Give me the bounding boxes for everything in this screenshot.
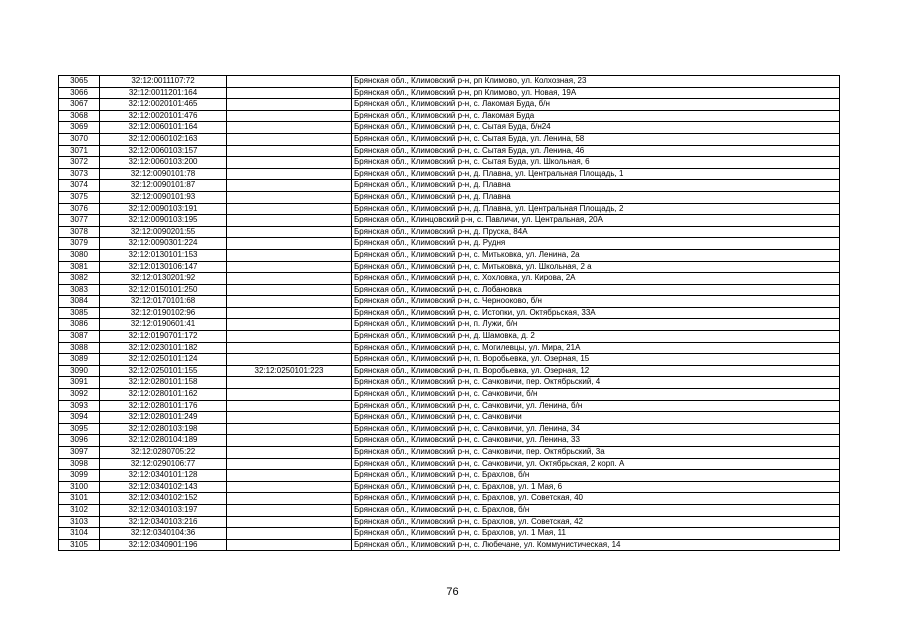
row-number-cell: 3084: [59, 296, 100, 308]
table-row: [59, 168, 840, 180]
address-cell: Брянская обл., Климовский р-н, п. Лужи, б/н: [352, 319, 840, 331]
cadastral-number-cell: 32:12:0060101:164: [100, 122, 227, 134]
address-cell: Брянская обл., Климовский р-н, с. Сачковичи, ул. Октябрьская, 2 корп. А: [352, 458, 840, 470]
row-number-cell: 3076: [59, 203, 100, 215]
row-number-cell: 3070: [59, 133, 100, 145]
address-cell: Брянская обл., Климовский р-н, д. Плавна, ул. Центральная Площадь, 1: [352, 168, 840, 180]
table-row: [59, 215, 840, 227]
table-row: [59, 122, 840, 134]
secondary-cadastral-cell: [227, 203, 352, 215]
row-number-cell: 3101: [59, 493, 100, 505]
row-number-cell: 3090: [59, 365, 100, 377]
table-row: [59, 481, 840, 493]
address-cell: Брянская обл., Климовский р-н, с. Сытая Буда, ул. Школьная, 6: [352, 157, 840, 169]
address-cell: Брянская обл., Климовский р-н, рп Климово, ул. Колхозная, 23: [352, 76, 840, 88]
address-cell: Брянская обл., Климовский р-н, с. Истопки, ул. Октябрьская, 33А: [352, 307, 840, 319]
table-row: [59, 296, 840, 308]
table-row: [59, 226, 840, 238]
row-number-cell: 3087: [59, 331, 100, 343]
cadastral-number-cell: 32:12:0090103:191: [100, 203, 227, 215]
secondary-cadastral-cell: [227, 389, 352, 401]
row-number-cell: 3071: [59, 145, 100, 157]
table-row: [59, 191, 840, 203]
row-number-cell: 3083: [59, 284, 100, 296]
cadastral-number-cell: 32:12:0130101:153: [100, 249, 227, 261]
row-number-cell: 3086: [59, 319, 100, 331]
cadastral-number-cell: 32:12:0280705:22: [100, 447, 227, 459]
row-number-cell: 3073: [59, 168, 100, 180]
cadastral-number-cell: 32:12:0190701:172: [100, 331, 227, 343]
secondary-cadastral-cell: [227, 447, 352, 459]
table-row: [59, 133, 840, 145]
table-row: [59, 528, 840, 540]
address-cell: Брянская обл., Климовский р-н, п. Воробьевка, ул. Озерная, 15: [352, 354, 840, 366]
cadastral-number-cell: 32:12:0190102:96: [100, 307, 227, 319]
table-row: [59, 342, 840, 354]
table-row: [59, 389, 840, 401]
cadastral-number-cell: 32:12:0280101:249: [100, 412, 227, 424]
address-cell: Брянская обл., Климовский р-н, д. Рудня: [352, 238, 840, 250]
table-row: [59, 76, 840, 88]
address-cell: Брянская обл., Климовский р-н, с. Любечане, ул. Коммунистическая, 14: [352, 539, 840, 551]
secondary-cadastral-cell: [227, 377, 352, 389]
table-row: [59, 319, 840, 331]
secondary-cadastral-cell: [227, 226, 352, 238]
cadastral-number-cell: 32:12:0130106:147: [100, 261, 227, 273]
row-number-cell: 3078: [59, 226, 100, 238]
table-row: [59, 493, 840, 505]
secondary-cadastral-cell: [227, 493, 352, 505]
table-row: [59, 516, 840, 528]
cadastral-number-cell: 32:12:0090101:93: [100, 191, 227, 203]
row-number-cell: 3096: [59, 435, 100, 447]
table-row: [59, 365, 840, 377]
table-row: [59, 412, 840, 424]
table-row: [59, 87, 840, 99]
secondary-cadastral-cell: [227, 481, 352, 493]
secondary-cadastral-cell: [227, 76, 352, 88]
cadastral-number-cell: 32:12:0340104:36: [100, 528, 227, 540]
cadastral-number-cell: 32:12:0090101:87: [100, 180, 227, 192]
secondary-cadastral-cell: [227, 133, 352, 145]
address-cell: Брянская обл., Клинцовский р-н, с. Павличи, ул. Центральная, 20А: [352, 215, 840, 227]
table-row: [59, 307, 840, 319]
cadastral-number-cell: 32:12:0280101:158: [100, 377, 227, 389]
cadastral-number-cell: 32:12:0090301:224: [100, 238, 227, 250]
table-row: [59, 261, 840, 273]
cadastral-number-cell: 32:12:0090101:78: [100, 168, 227, 180]
row-number-cell: 3075: [59, 191, 100, 203]
address-cell: Брянская обл., Климовский р-н, д. Плавна: [352, 180, 840, 192]
address-cell: Брянская обл., Климовский р-н, д. Плавна: [352, 191, 840, 203]
table-row: [59, 249, 840, 261]
cadastral-number-cell: 32:12:0340102:152: [100, 493, 227, 505]
row-number-cell: 3067: [59, 99, 100, 111]
table-row: [59, 504, 840, 516]
registry-table: [58, 75, 840, 551]
secondary-cadastral-cell: [227, 261, 352, 273]
secondary-cadastral-cell: [227, 157, 352, 169]
address-cell: Брянская обл., Климовский р-н, с. Сытая Буда, ул. Ленина, 46: [352, 145, 840, 157]
table-row: [59, 447, 840, 459]
table-row: [59, 435, 840, 447]
secondary-cadastral-cell: [227, 273, 352, 285]
cadastral-number-cell: 32:12:0020101:476: [100, 110, 227, 122]
table-row: [59, 331, 840, 343]
address-cell: Брянская обл., Климовский р-н, с. Сачковичи: [352, 412, 840, 424]
table-row: [59, 145, 840, 157]
table-row: [59, 157, 840, 169]
secondary-cadastral-cell: [227, 215, 352, 227]
table-row: [59, 458, 840, 470]
cadastral-number-cell: 32:12:0340101:128: [100, 470, 227, 482]
table-row: [59, 354, 840, 366]
secondary-cadastral-cell: [227, 122, 352, 134]
row-number-cell: 3102: [59, 504, 100, 516]
address-cell: Брянская обл., Климовский р-н, с. Брахлов, б/н: [352, 504, 840, 516]
secondary-cadastral-cell: [227, 504, 352, 516]
address-cell: Брянская обл., Климовский р-н, с. Митьковка, ул. Школьная, 2 а: [352, 261, 840, 273]
row-number-cell: 3092: [59, 389, 100, 401]
row-number-cell: 3094: [59, 412, 100, 424]
row-number-cell: 3069: [59, 122, 100, 134]
address-cell: Брянская обл., Климовский р-н, с. Лакомая Буда: [352, 110, 840, 122]
address-cell: Брянская обл., Климовский р-н, с. Сачковичи, б/н: [352, 389, 840, 401]
secondary-cadastral-cell: [227, 110, 352, 122]
table-row: [59, 99, 840, 111]
row-number-cell: 3065: [59, 76, 100, 88]
address-cell: Брянская обл., Климовский р-н, с. Брахлов, б/н: [352, 470, 840, 482]
cadastral-number-cell: 32:12:0090201:55: [100, 226, 227, 238]
cadastral-number-cell: 32:12:0060103:157: [100, 145, 227, 157]
row-number-cell: 3082: [59, 273, 100, 285]
cadastral-number-cell: 32:12:0340102:143: [100, 481, 227, 493]
cadastral-number-cell: 32:12:0290106:77: [100, 458, 227, 470]
table-row: [59, 423, 840, 435]
address-cell: Брянская обл., Климовский р-н, с. Сачковичи, ул. Ленина, 33: [352, 435, 840, 447]
address-cell: Брянская обл., Климовский р-н, с. Лакомая Буда, б/н: [352, 99, 840, 111]
address-cell: Брянская обл., Климовский р-н, с. Брахлов, ул. 1 Мая, 6: [352, 481, 840, 493]
secondary-cadastral-cell: [227, 342, 352, 354]
cadastral-number-cell: 32:12:0280101:162: [100, 389, 227, 401]
secondary-cadastral-cell: [227, 307, 352, 319]
row-number-cell: 3097: [59, 447, 100, 459]
address-cell: Брянская обл., Климовский р-н, с. Сачковичи, ул. Ленина, б/н: [352, 400, 840, 412]
secondary-cadastral-cell: [227, 400, 352, 412]
row-number-cell: 3080: [59, 249, 100, 261]
address-cell: Брянская обл., Климовский р-н, с. Сачковичи, пер. Октябрьский, 4: [352, 377, 840, 389]
secondary-cadastral-cell: [227, 191, 352, 203]
row-number-cell: 3089: [59, 354, 100, 366]
secondary-cadastral-cell: [227, 168, 352, 180]
secondary-cadastral-cell: [227, 516, 352, 528]
cadastral-number-cell: 32:12:0340901:196: [100, 539, 227, 551]
secondary-cadastral-cell: [227, 423, 352, 435]
address-cell: Брянская обл., Климовский р-н, с. Хохловка, ул. Кирова, 2А: [352, 273, 840, 285]
address-cell: Брянская обл., Климовский р-н, д. Пруска, 84А: [352, 226, 840, 238]
address-cell: Брянская обл., Климовский р-н, п. Воробьевка, ул. Озерная, 12: [352, 365, 840, 377]
secondary-cadastral-cell: [227, 458, 352, 470]
row-number-cell: 3095: [59, 423, 100, 435]
row-number-cell: 3068: [59, 110, 100, 122]
secondary-cadastral-cell: [227, 87, 352, 99]
address-cell: Брянская обл., Климовский р-н, с. Брахлов, ул. 1 Мая, 11: [352, 528, 840, 540]
table-row: [59, 377, 840, 389]
address-cell: Брянская обл., Климовский р-н, с. Лобановка: [352, 284, 840, 296]
address-cell: Брянская обл., Климовский р-н, с. Брахлов, ул. Советская, 42: [352, 516, 840, 528]
cadastral-number-cell: 32:12:0250101:155: [100, 365, 227, 377]
address-cell: Брянская обл., Климовский р-н, рп Климово, ул. Новая, 19А: [352, 87, 840, 99]
secondary-cadastral-cell: [227, 238, 352, 250]
secondary-cadastral-cell: [227, 145, 352, 157]
cadastral-number-cell: 32:12:0150101:250: [100, 284, 227, 296]
address-cell: Брянская обл., Климовский р-н, с. Сытая Буда, б/н24: [352, 122, 840, 134]
row-number-cell: 3085: [59, 307, 100, 319]
table-row: [59, 238, 840, 250]
address-cell: Брянская обл., Климовский р-н, д. Плавна, ул. Центральная Площадь, 2: [352, 203, 840, 215]
table-row: [59, 539, 840, 551]
row-number-cell: 3074: [59, 180, 100, 192]
table-row: [59, 284, 840, 296]
cadastral-number-cell: 32:12:0090103:195: [100, 215, 227, 227]
secondary-cadastral-cell: [227, 296, 352, 308]
secondary-cadastral-cell: [227, 435, 352, 447]
row-number-cell: 3100: [59, 481, 100, 493]
row-number-cell: 3098: [59, 458, 100, 470]
cadastral-number-cell: 32:12:0340103:197: [100, 504, 227, 516]
cadastral-number-cell: 32:12:0250101:124: [100, 354, 227, 366]
row-number-cell: 3079: [59, 238, 100, 250]
page-number: 76: [446, 586, 459, 598]
address-cell: Брянская обл., Климовский р-н, с. Сачковичи, ул. Ленина, 34: [352, 423, 840, 435]
row-number-cell: 3081: [59, 261, 100, 273]
cadastral-number-cell: 32:12:0280101:176: [100, 400, 227, 412]
cadastral-number-cell: 32:12:0170101:68: [100, 296, 227, 308]
cadastral-number-cell: 32:12:0280103:198: [100, 423, 227, 435]
cadastral-number-cell: 32:12:0011107:72: [100, 76, 227, 88]
cadastral-number-cell: 32:12:0130201:92: [100, 273, 227, 285]
secondary-cadastral-cell: [227, 331, 352, 343]
row-number-cell: 3103: [59, 516, 100, 528]
address-cell: Брянская обл., Климовский р-н, с. Митьковка, ул. Ленина, 2а: [352, 249, 840, 261]
address-cell: Брянская обл., Климовский р-н, с. Сытая Буда, ул. Ленина, 58: [352, 133, 840, 145]
cadastral-number-cell: 32:12:0230101:182: [100, 342, 227, 354]
table-row: [59, 400, 840, 412]
cadastral-number-cell: 32:12:0280104:189: [100, 435, 227, 447]
secondary-cadastral-cell: [227, 412, 352, 424]
cadastral-number-cell: 32:12:0190601:41: [100, 319, 227, 331]
secondary-cadastral-cell: [227, 528, 352, 540]
table-row: [59, 110, 840, 122]
table-body: [59, 76, 840, 551]
row-number-cell: 3072: [59, 157, 100, 169]
row-number-cell: 3077: [59, 215, 100, 227]
cadastral-number-cell: 32:12:0020101:465: [100, 99, 227, 111]
secondary-cadastral-cell: [227, 99, 352, 111]
cadastral-number-cell: 32:12:0060103:200: [100, 157, 227, 169]
table-row: [59, 203, 840, 215]
row-number-cell: 3091: [59, 377, 100, 389]
address-cell: Брянская обл., Климовский р-н, с. Могилевцы, ул. Мира, 21А: [352, 342, 840, 354]
cadastral-number-cell: 32:12:0011201:164: [100, 87, 227, 99]
secondary-cadastral-cell: [227, 180, 352, 192]
row-number-cell: 3104: [59, 528, 100, 540]
secondary-cadastral-cell: 32:12:0250101:223: [227, 365, 352, 377]
row-number-cell: 3105: [59, 539, 100, 551]
address-cell: Брянская обл., Климовский р-н, с. Брахлов, ул. Советская, 40: [352, 493, 840, 505]
row-number-cell: 3099: [59, 470, 100, 482]
secondary-cadastral-cell: [227, 354, 352, 366]
row-number-cell: 3088: [59, 342, 100, 354]
table-row: [59, 180, 840, 192]
cadastral-number-cell: 32:12:0340103:216: [100, 516, 227, 528]
table-row: [59, 273, 840, 285]
secondary-cadastral-cell: [227, 539, 352, 551]
secondary-cadastral-cell: [227, 284, 352, 296]
secondary-cadastral-cell: [227, 249, 352, 261]
cadastral-number-cell: 32:12:0060102:163: [100, 133, 227, 145]
address-cell: Брянская обл., Климовский р-н, с. Сачковичи, пер. Октябрьский, 3а: [352, 447, 840, 459]
address-cell: Брянская обл., Климовский р-н, д. Шамовка, д. 2: [352, 331, 840, 343]
secondary-cadastral-cell: [227, 319, 352, 331]
row-number-cell: 3093: [59, 400, 100, 412]
address-cell: Брянская обл., Климовский р-н, с. Чернооково, б/н: [352, 296, 840, 308]
table-row: [59, 470, 840, 482]
secondary-cadastral-cell: [227, 470, 352, 482]
row-number-cell: 3066: [59, 87, 100, 99]
